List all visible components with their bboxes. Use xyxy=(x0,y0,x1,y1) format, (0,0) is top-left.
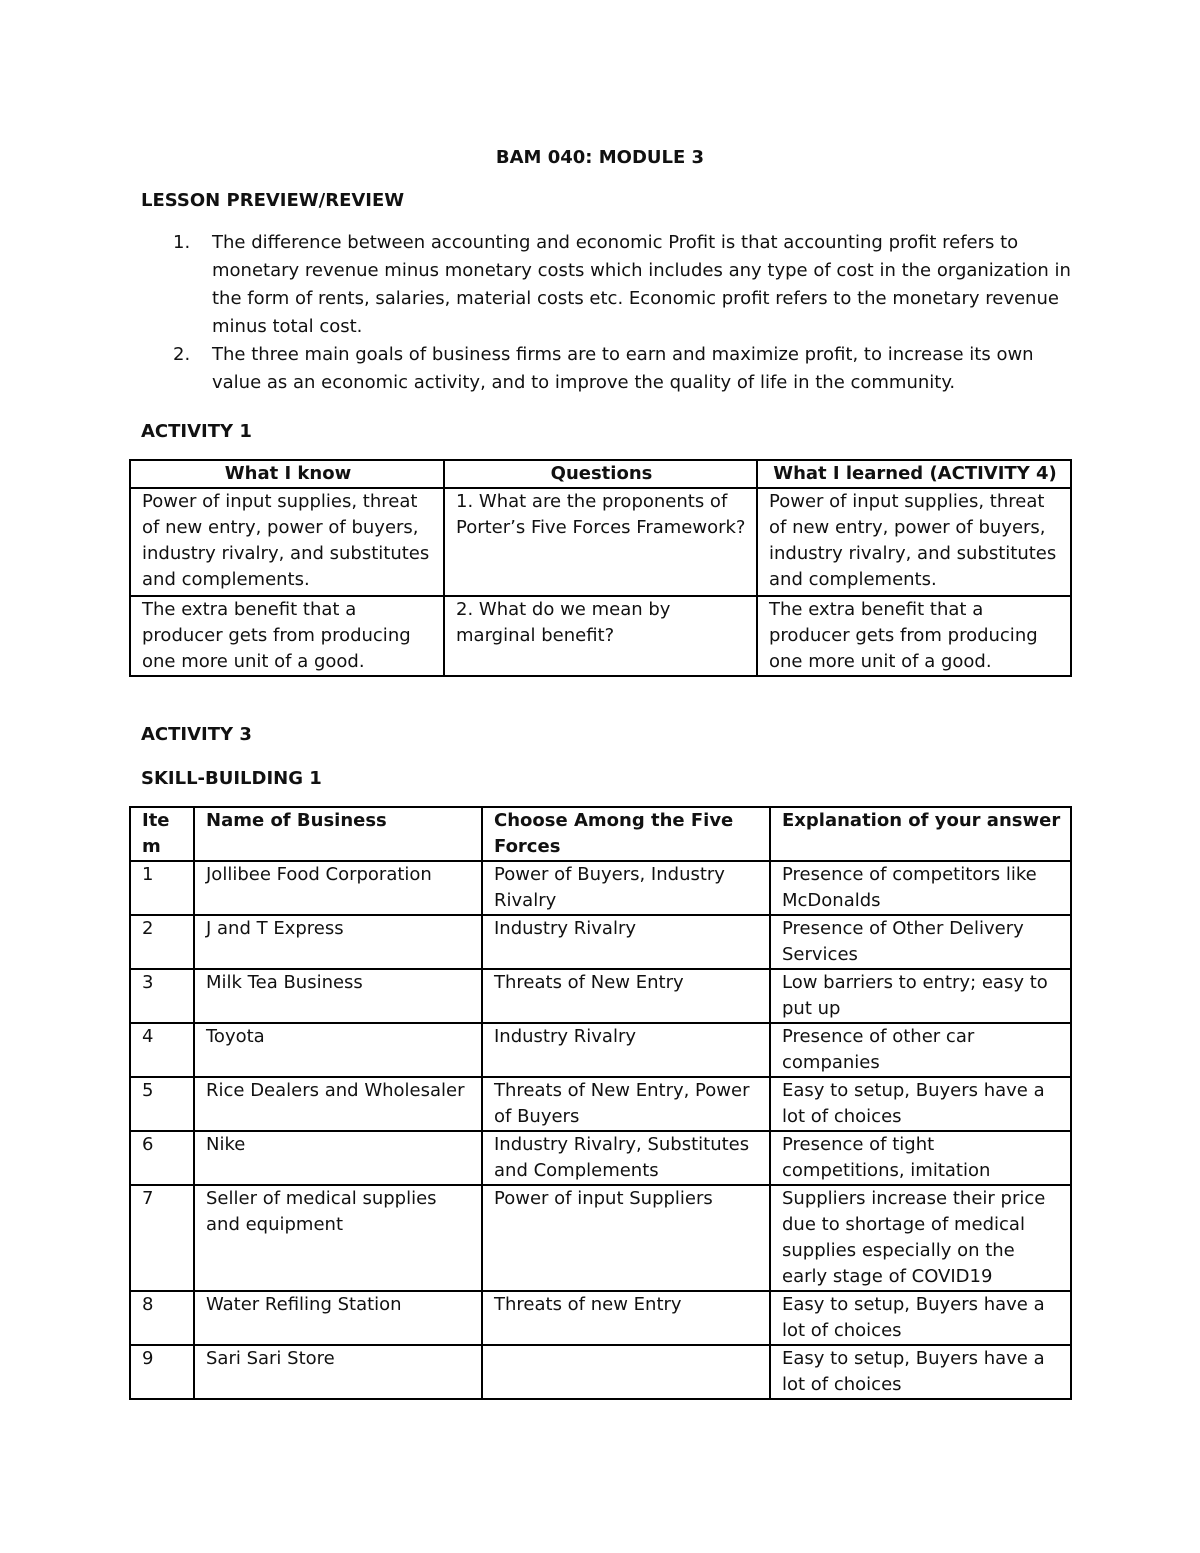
review-heading: LESSON PREVIEW/REVIEW xyxy=(141,190,405,211)
explanation: Presence of other car companies xyxy=(770,1023,1071,1077)
table-row xyxy=(130,1023,1071,1077)
item-number: 7 xyxy=(130,1185,194,1291)
review-item xyxy=(141,229,1071,341)
column-header: Name of Business xyxy=(194,807,482,861)
activity1-heading: ACTIVITY 1 xyxy=(141,421,252,442)
explanation: Presence of competitors like McDonalds xyxy=(770,861,1071,915)
column-header: Choose Among the Five Forces xyxy=(482,807,770,861)
five-force: Power of input Suppliers xyxy=(482,1185,770,1291)
table-row xyxy=(130,1291,1071,1345)
five-force: Industry Rivalry xyxy=(482,915,770,969)
business-name: Toyota xyxy=(194,1023,482,1077)
table-row xyxy=(130,861,1071,915)
review-item-number: 1. xyxy=(173,232,191,253)
page-title: BAM 040: MODULE 3 xyxy=(495,147,705,168)
skill-building-heading: SKILL-BUILDING 1 xyxy=(141,768,322,789)
activity3-heading: ACTIVITY 3 xyxy=(141,724,252,745)
review-item-text: The three main goals of business firms are to earn and maximize profit, to increase its own value as an economic activity, and to improve the quality of life in the community. xyxy=(212,344,1034,393)
table-cell: Power of input supplies, threat of new entry, power of buyers, industry rivalry, and substitutes and complements. xyxy=(757,488,1071,596)
review-item xyxy=(141,341,1071,397)
skill-building-table xyxy=(129,806,1072,1400)
explanation: Easy to setup, Buyers have a lot of choices xyxy=(770,1291,1071,1345)
business-name: J and T Express xyxy=(194,915,482,969)
explanation: Presence of tight competitions, imitation xyxy=(770,1131,1071,1185)
column-header: What I learned (ACTIVITY 4) xyxy=(757,460,1071,488)
table-cell: The extra benefit that a producer gets from producing one more unit of a good. xyxy=(130,596,444,676)
explanation: Easy to setup, Buyers have a lot of choices xyxy=(770,1345,1071,1399)
business-name: Sari Sari Store xyxy=(194,1345,482,1399)
review-list xyxy=(141,229,1071,397)
five-force: Threats of New Entry xyxy=(482,969,770,1023)
item-number: 1 xyxy=(130,861,194,915)
item-number: 3 xyxy=(130,969,194,1023)
table-header-row xyxy=(130,460,1071,488)
five-force xyxy=(482,1345,770,1399)
table-header-row xyxy=(130,807,1071,861)
item-number: 6 xyxy=(130,1131,194,1185)
table-cell: The extra benefit that a producer gets from producing one more unit of a good. xyxy=(757,596,1071,676)
five-force: Industry Rivalry xyxy=(482,1023,770,1077)
item-number: 8 xyxy=(130,1291,194,1345)
item-number: 4 xyxy=(130,1023,194,1077)
column-header: Explanation of your answer xyxy=(770,807,1071,861)
table-row xyxy=(130,488,1071,596)
table-row xyxy=(130,915,1071,969)
explanation: Low barriers to entry; easy to put up xyxy=(770,969,1071,1023)
business-name: Milk Tea Business xyxy=(194,969,482,1023)
activity1-table xyxy=(129,459,1072,677)
item-number: 9 xyxy=(130,1345,194,1399)
business-name: Seller of medical supplies and equipment xyxy=(194,1185,482,1291)
column-header: Questions xyxy=(444,460,757,488)
business-name: Water Refiling Station xyxy=(194,1291,482,1345)
table-cell: 2. What do we mean by marginal benefit? xyxy=(444,596,757,676)
explanation: Suppliers increase their price due to shortage of medical supplies especially on the early stage of COVID19 xyxy=(770,1185,1071,1291)
table-row xyxy=(130,1077,1071,1131)
five-force: Power of Buyers, Industry Rivalry xyxy=(482,861,770,915)
explanation: Easy to setup, Buyers have a lot of choices xyxy=(770,1077,1071,1131)
explanation: Presence of Other Delivery Services xyxy=(770,915,1071,969)
table-row xyxy=(130,1185,1071,1291)
review-item-number: 2. xyxy=(173,344,191,365)
review-item-text: The difference between accounting and economic Profit is that accounting profit refers to monetary revenue minus monetary costs which includes any type of cost in the organization in the form of rents, salaries, material costs etc. Economic profit refers to the monetary revenue minus total cost. xyxy=(212,232,1071,337)
table-row xyxy=(130,1131,1071,1185)
five-force: Threats of New Entry, Power of Buyers xyxy=(482,1077,770,1131)
column-header: Ite m xyxy=(130,807,194,861)
table-cell: Power of input supplies, threat of new entry, power of buyers, industry rivalry, and substitutes and complements. xyxy=(130,488,444,596)
table-row xyxy=(130,969,1071,1023)
business-name: Nike xyxy=(194,1131,482,1185)
five-force: Industry Rivalry, Substitutes and Complements xyxy=(482,1131,770,1185)
table-row xyxy=(130,1345,1071,1399)
table-cell: 1. What are the proponents of Porter’s Five Forces Framework? xyxy=(444,488,757,596)
item-number: 2 xyxy=(130,915,194,969)
business-name: Jollibee Food Corporation xyxy=(194,861,482,915)
column-header: What I know xyxy=(130,460,444,488)
business-name: Rice Dealers and Wholesaler xyxy=(194,1077,482,1131)
item-number: 5 xyxy=(130,1077,194,1131)
table-row xyxy=(130,596,1071,676)
five-force: Threats of new Entry xyxy=(482,1291,770,1345)
